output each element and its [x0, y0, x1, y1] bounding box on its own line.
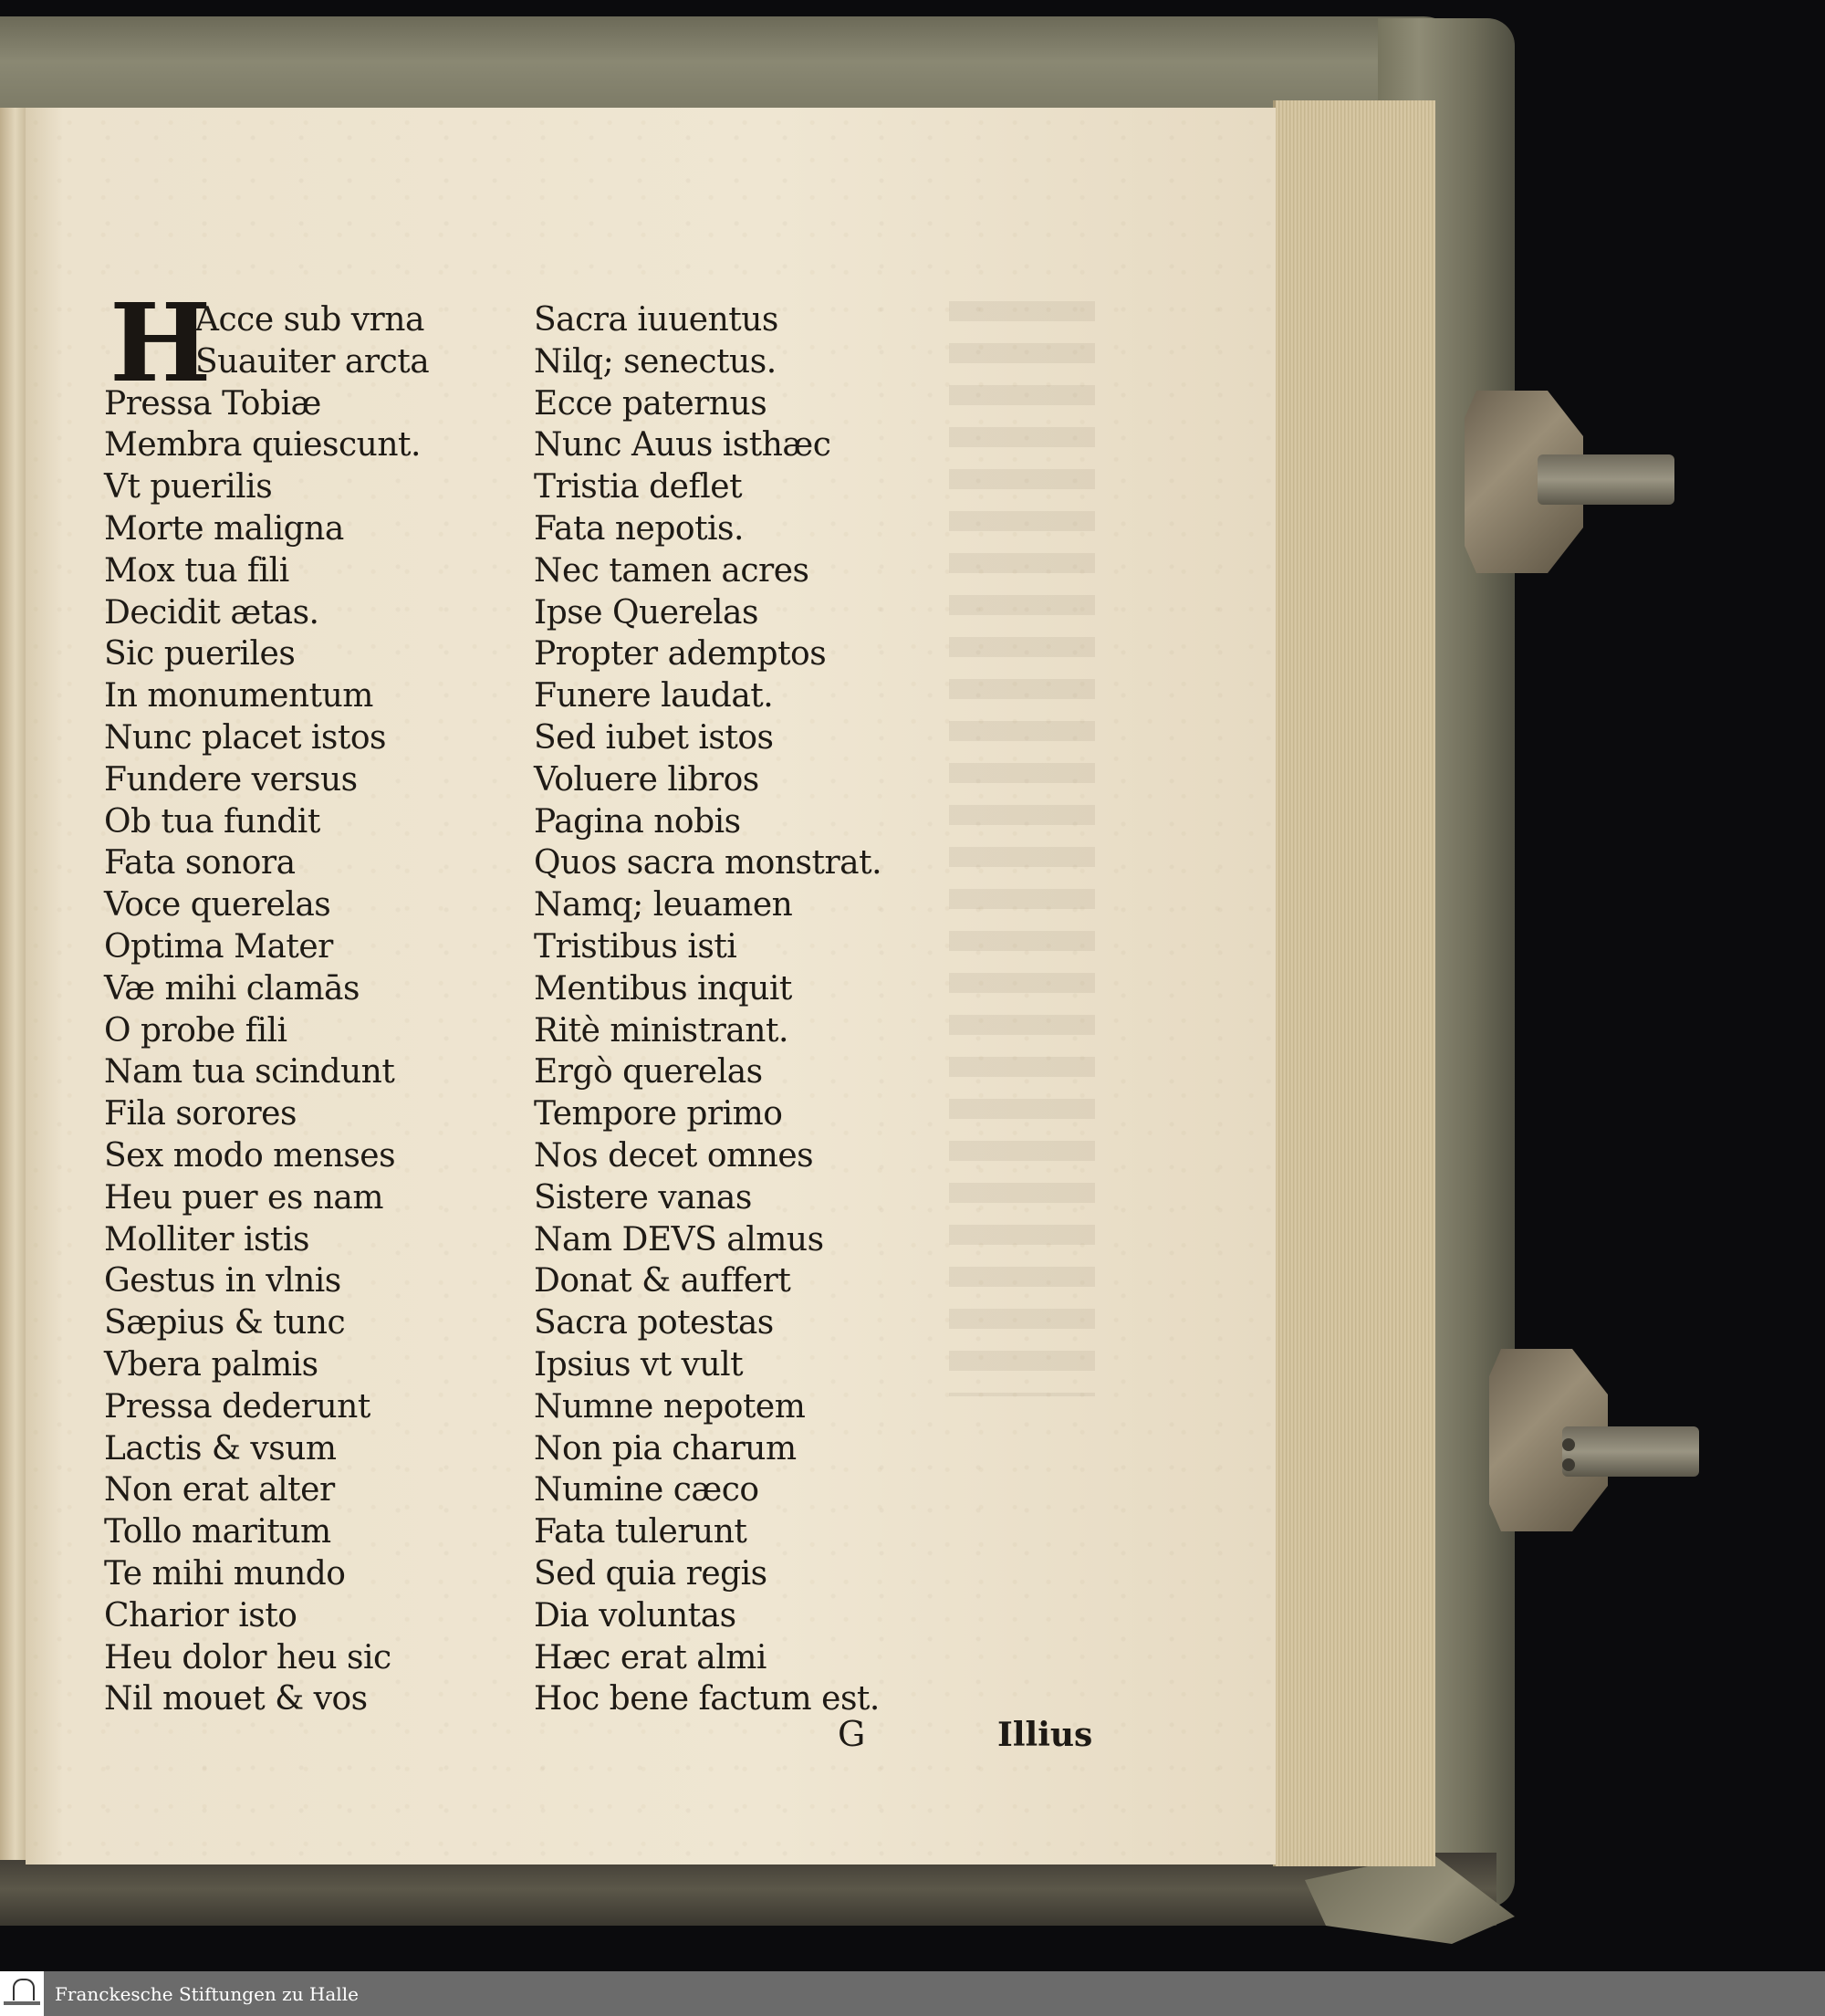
verse-line: Ob tua fundit [104, 802, 320, 841]
verse-line: Membra quiescunt. [104, 426, 421, 465]
verse-line: In monumentum [104, 677, 373, 716]
verse-line: Morte maligna [104, 509, 344, 548]
verse-line: Voce querelas [104, 886, 331, 924]
verse-line: Sæpius & tunc [104, 1304, 346, 1342]
catchword: Illius [997, 1716, 1093, 1754]
verse-line: Suauiter arcta [195, 342, 430, 381]
verse-line: Sed iubet istos [534, 718, 774, 757]
verse-line: Sistere vanas [534, 1178, 752, 1217]
verse-line: Nilq; senectus. [534, 342, 777, 381]
footer-bar [0, 1971, 1825, 2016]
verse-line: Nunc Auus isthæc [534, 426, 831, 465]
clasp-rivet [1562, 1458, 1575, 1471]
verse-line: Heu puer es nam [104, 1178, 384, 1217]
drop-cap: H [110, 279, 212, 406]
verse-line: Pagina nobis [534, 802, 741, 841]
signature-mark: G [838, 1714, 866, 1754]
verse-line: Optima Mater [104, 927, 333, 966]
verse-line: Decidit ætas. [104, 593, 319, 632]
verse-line: Numne nepotem [534, 1387, 806, 1426]
verse-line: Non pia charum [534, 1429, 797, 1468]
verse-line: Ecce paternus [534, 384, 767, 423]
right-verse-column [534, 299, 881, 1720]
verse-line: Pressa Tobiæ [104, 384, 321, 423]
verse-line: Tristibus isti [534, 927, 737, 966]
logo-emblem-icon [13, 1979, 35, 2000]
upper-clasp [1465, 391, 1674, 573]
book-cover-top [0, 16, 1460, 117]
institution-logo [0, 1971, 44, 2016]
verse-line: Propter ademptos [534, 635, 827, 674]
verse-line: Heu dolor heu sic [104, 1638, 391, 1677]
verse-line: Tollo maritum [104, 1513, 331, 1551]
verse-line: Te mihi mundo [104, 1554, 346, 1593]
logo-wordmark-icon [4, 2001, 40, 2005]
clasp-rivet [1562, 1438, 1575, 1451]
verse-line: Charior isto [104, 1596, 297, 1635]
verse-line: Nam tua scindunt [104, 1053, 395, 1092]
verse-line: Fata nepotis. [534, 509, 744, 548]
verse-line: Mox tua fili [104, 551, 289, 590]
verse-line: Lactis & vsum [104, 1429, 337, 1468]
verse-line: O probe fili [104, 1011, 287, 1050]
verse-line: Vbera palmis [104, 1345, 318, 1384]
verse-line: Sacra potestas [534, 1304, 774, 1342]
verse-line: Fata sonora [104, 844, 296, 883]
verse-line: Nec tamen acres [534, 551, 809, 590]
show-through-text [949, 301, 1095, 1396]
verse-line: Sex modo menses [104, 1136, 396, 1175]
verse-line: Non erat alter [104, 1471, 335, 1509]
verse-line: Nam DEVS almus [534, 1220, 824, 1259]
verse-line: Ipsius vt vult [534, 1345, 744, 1384]
verse-line: Nunc placet istos [104, 718, 386, 757]
verse-line: Tristia deflet [534, 468, 743, 507]
left-page-edge [0, 108, 26, 1860]
verse-line: Sacra iuuentus [534, 301, 778, 339]
verse-line: Fata tulerunt [534, 1513, 747, 1551]
verse-line: Funere laudat. [534, 677, 774, 716]
page-fore-edge [1273, 100, 1435, 1866]
left-verse-column [104, 279, 430, 1720]
verse-line: Donat & auffert [534, 1262, 791, 1300]
verse-line: Hæc erat almi [534, 1638, 766, 1677]
verse-line: Nil mouet & vos [104, 1680, 368, 1718]
institution-name: Franckesche Stiftungen zu Halle [55, 1982, 359, 2005]
verse-line: Mentibus inquit [534, 969, 792, 1008]
verse-line: Ergò querelas [534, 1053, 763, 1092]
verse-line: Tempore primo [534, 1095, 783, 1133]
clasp-strap [1538, 454, 1674, 505]
verse-line: Hoc bene factum est. [534, 1680, 880, 1718]
verse-line: Sic pueriles [104, 635, 296, 674]
verse-line: Quos sacra monstrat. [534, 844, 882, 883]
verse-line: Molliter istis [104, 1220, 309, 1259]
verse-line: Voluere libros [534, 760, 759, 799]
verse-line: Vt puerilis [104, 468, 273, 507]
verse-line: Sed quia regis [534, 1554, 767, 1593]
verse-line: Fila sorores [104, 1095, 297, 1133]
verse-line: Pressa dederunt [104, 1387, 370, 1426]
verse-line: Gestus in vlnis [104, 1262, 341, 1300]
verse-line: Numine cæco [534, 1471, 759, 1509]
verse-line: Namq; leuamen [534, 886, 793, 924]
verse-line: Væ mihi clamās [104, 969, 360, 1008]
verse-line: Ipse Querelas [534, 593, 758, 632]
verse-line: Fundere versus [104, 760, 358, 799]
clasp-strap [1562, 1426, 1699, 1477]
lower-clasp [1489, 1349, 1699, 1531]
verse-line: Nos decet omnes [534, 1136, 814, 1175]
verse-line: Ritè ministrant. [534, 1011, 788, 1050]
verse-line: Dia voluntas [534, 1596, 736, 1635]
verse-line: Acce sub vrna [195, 301, 424, 339]
